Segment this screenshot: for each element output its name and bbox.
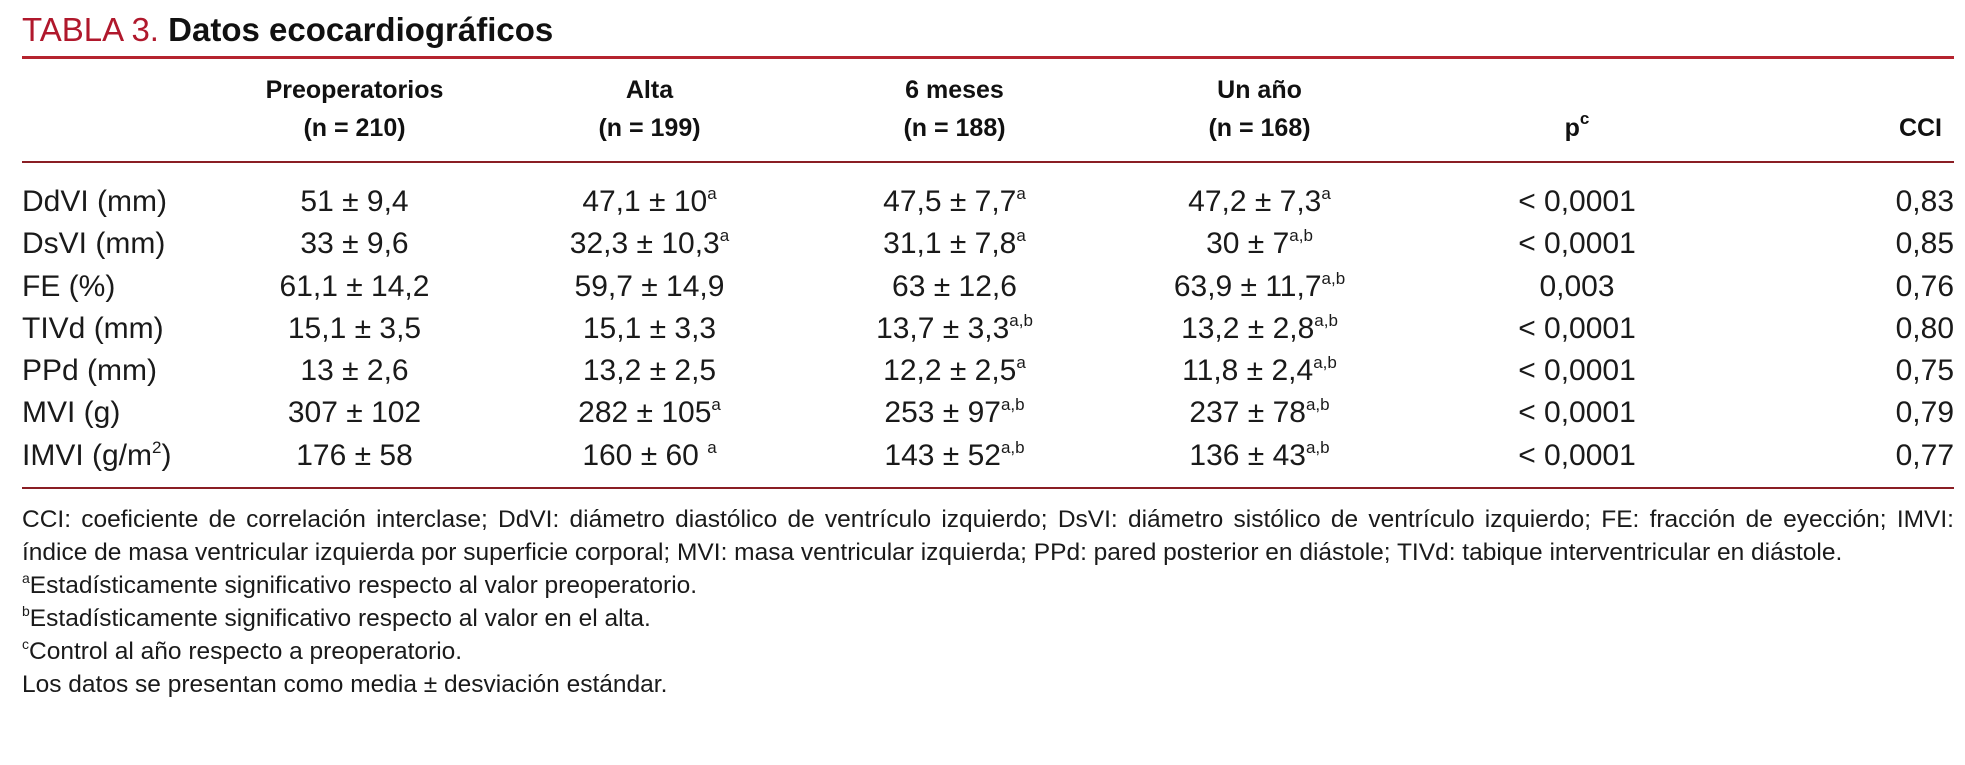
cell-p-value-value: < 0,0001 [1518,354,1636,388]
cell-alta-value: 13,2 ± 2,5 [582,354,717,388]
cell-cci-value: 0,76 [1895,269,1954,303]
cell-un-ano [1107,223,1412,265]
cell-p-value [1412,350,1742,392]
cell-6-meses-value: 13,7 ± 3,3 [876,311,1010,345]
header-alta-line1: Alta [625,76,674,104]
cell-variable [22,266,212,308]
cell-preop [212,163,497,223]
cell-alta-value: 59,7 ± 14,9 [574,269,725,303]
cell-variable-value: PPd (mm) [22,354,157,388]
cell-preop-value: 307 ± 102 [287,396,422,430]
cell-cci [1742,392,1954,434]
cell-alta [497,350,802,392]
cell-alta [497,223,802,265]
header-1y-line1: Un año [1217,76,1302,104]
cell-cci [1742,308,1954,350]
header-variable-line2 [22,109,212,161]
cell-6-meses-superscript: a,b [1000,437,1025,457]
cell-6-meses-superscript: a [1016,184,1026,203]
header-alta-n: (n = 199) [598,114,701,142]
cell-variable [22,308,212,350]
cell-p-value-value: < 0,0001 [1518,311,1636,345]
cell-preop-value: 51 ± 9,4 [300,185,409,218]
cell-6-meses [802,266,1107,308]
table-header [22,59,1954,161]
cell-p-value-value: < 0,0001 [1518,438,1636,472]
cell-un-ano-value: 11,8 ± 2,4 [1182,354,1314,388]
footnote-a-text: Estadísticamente significativo respecto al valor preoperatorio. [29,572,698,600]
cell-variable-superscript: 2 [152,437,162,457]
cell-un-ano-superscript: a [1321,184,1331,203]
cell-6-meses-value: 47,5 ± 7,7 [883,185,1017,218]
table-row [22,163,1954,223]
cell-preop [212,266,497,308]
cell-cci-value: 0,85 [1895,227,1954,261]
cell-cci [1742,266,1954,308]
footnote-a-mark: a [22,570,30,587]
cell-cci-value: 0,80 [1895,311,1954,345]
table-row [22,392,1954,434]
cell-alta [497,163,802,223]
cell-un-ano-superscript: a,b [1313,353,1337,373]
cell-preop [212,350,497,392]
cell-preop [212,392,497,434]
cell-6-meses-superscript: a,b [1000,395,1025,415]
header-1y-n: (n = 168) [1208,114,1311,142]
cell-un-ano-value: 47,2 ± 7,3 [1188,185,1322,218]
cell-un-ano-value: 237 ± 78 [1189,396,1306,430]
footnote-c [22,635,1954,668]
table-row [22,266,1954,308]
cell-cci-value: 0,75 [1895,354,1954,388]
cell-alta-value: 15,1 ± 3,3 [582,311,717,345]
cell-alta-value: 282 ± 105 [578,396,712,430]
bottom-rule [22,487,1954,489]
cell-preop-value: 61,1 ± 14,2 [279,269,430,303]
cell-p-value-value: < 0,0001 [1518,185,1636,218]
cell-un-ano [1107,350,1412,392]
cell-variable [22,223,212,265]
footnote-b-text: Estadísticamente significativo respecto al valor en el alta. [29,605,651,633]
cell-un-ano [1107,392,1412,434]
cell-6-meses-value: 143 ± 52 [884,438,1001,472]
cell-cci [1742,435,1954,487]
cell-alta-value: 160 ± 60 [582,438,708,472]
cell-6-meses-superscript: a [1016,226,1026,246]
header-cci-line1 [1742,59,1954,109]
cell-un-ano-superscript: a,b [1314,310,1338,330]
cell-preop-value: 33 ± 9,6 [300,227,409,261]
cell-variable [22,392,212,434]
table-row [22,223,1954,265]
table-body [22,163,1954,487]
cell-un-ano [1107,266,1412,308]
header-6m-line1: 6 meses [905,76,1004,104]
cell-6-meses [802,223,1107,265]
cell-variable-value: DsVI (mm) [22,227,166,261]
cell-p-value [1412,163,1742,223]
cell-alta [497,266,802,308]
cell-alta [497,392,802,434]
cell-variable-value: TIVd (mm) [22,311,164,345]
header-6m-n: (n = 188) [903,114,1006,142]
cell-6-meses [802,308,1107,350]
cell-un-ano-superscript: a,b [1289,226,1313,246]
footnote-b [22,602,1954,635]
cell-6-meses [802,163,1107,223]
cell-variable-value: IMVI (g/m [22,438,153,472]
cell-alta-superscript: a [719,226,730,246]
footnote-note: Los datos se presentan como media ± desviación estándar. [22,671,668,699]
cell-cci-value: 0,77 [1895,438,1954,472]
cell-variable-value: DdVI (mm) [22,185,167,218]
cell-alta [497,435,802,487]
cell-p-value-value: 0,003 [1539,269,1615,303]
echo-data-table [22,59,1954,489]
cell-un-ano [1107,308,1412,350]
footnote-a [22,569,1954,602]
cell-preop-value: 13 ± 2,6 [300,354,409,388]
table-number: TABLA 3. [22,11,159,48]
cell-6-meses [802,350,1107,392]
cell-6-meses-value: 253 ± 97 [884,396,1001,430]
header-cci: CCI [1898,114,1942,142]
cell-preop [212,308,497,350]
cell-6-meses-value: 12,2 ± 2,5 [883,354,1017,388]
table-caption: Datos ecocardiográficos [168,11,554,48]
cell-un-ano-value: 30 ± 7 [1206,227,1290,261]
cell-p-value [1412,308,1742,350]
cell-un-ano [1107,163,1412,223]
cell-preop [212,435,497,487]
cell-cci [1742,350,1954,392]
header-preop-line1: Preoperatorios [265,76,444,104]
table-figure [22,8,1954,701]
cell-6-meses-superscript: a,b [1009,310,1033,330]
table-row [22,308,1954,350]
cell-un-ano-superscript: a,b [1305,395,1330,415]
cell-un-ano-value: 136 ± 43 [1189,438,1306,472]
cell-preop [212,223,497,265]
cell-cci [1742,163,1954,223]
footnote-legend: CCI: coeficiente de correlación interclase; DdVI: diámetro diastólico de ventrículo izquierdo; DsVI: diámetro sistólico de ventrículo izquierdo; FE: fracción de eyección; IMVI: índice de masa ventricular izquierda por superficie corporal; MVI: masa ventricular izquierda; PPd: pared posterior en diástole; TIVd: tabique interventricular en diástole. [22,506,1954,567]
cell-variable-tail: ) [161,438,172,472]
footnote-c-mark: c [22,636,29,653]
cell-alta-superscript: a [711,395,721,415]
table-row [22,350,1954,392]
cell-variable [22,350,212,392]
cell-p-value [1412,266,1742,308]
cell-cci-value: 0,79 [1895,396,1954,430]
cell-variable [22,435,212,487]
footnote-b-mark: b [22,603,30,620]
header-preop-n: (n = 210) [303,114,406,142]
cell-preop-value: 176 ± 58 [296,438,413,472]
cell-p-value [1412,223,1742,265]
cell-6-meses [802,392,1107,434]
cell-alta [497,308,802,350]
cell-alta-value: 47,1 ± 10 [582,185,708,218]
footnote-c-text: Control al año respecto a preoperatorio. [29,638,463,666]
cell-alta-superscript: a [707,184,717,203]
cell-p-value-value: < 0,0001 [1518,227,1636,261]
cell-6-meses-superscript: a [1016,353,1026,373]
cell-6-meses-value: 63 ± 12,6 [892,269,1017,303]
cell-un-ano [1107,435,1412,487]
cell-un-ano-value: 13,2 ± 2,8 [1181,311,1315,345]
header-variable-line1 [22,59,212,109]
cell-6-meses-value: 31,1 ± 7,8 [883,227,1017,261]
cell-p-value [1412,392,1742,434]
cell-cci-value: 0,83 [1895,185,1954,218]
cell-p-value-value: < 0,0001 [1518,396,1636,430]
cell-cci [1742,223,1954,265]
cell-un-ano-value: 63,9 ± 11,7 [1173,269,1322,303]
cell-6-meses [802,435,1107,487]
table-title [22,8,1954,56]
header-p [1412,109,1742,161]
cell-un-ano-superscript: a,b [1305,437,1330,457]
header-p-line1 [1412,59,1742,109]
cell-un-ano-superscript: a,b [1321,268,1346,288]
cell-preop-value: 15,1 ± 3,5 [287,311,422,345]
cell-variable [22,163,212,223]
cell-alta-value: 32,3 ± 10,3 [569,227,720,261]
cell-p-value [1412,435,1742,487]
header-p-label: p [1564,114,1580,142]
table-row [22,435,1954,487]
cell-alta-superscript: a [707,437,717,457]
cell-variable-value: FE (%) [22,269,116,303]
cell-variable-value: MVI (g) [22,396,121,430]
table-footnotes [22,503,1954,701]
header-p-sup: c [1579,109,1590,128]
